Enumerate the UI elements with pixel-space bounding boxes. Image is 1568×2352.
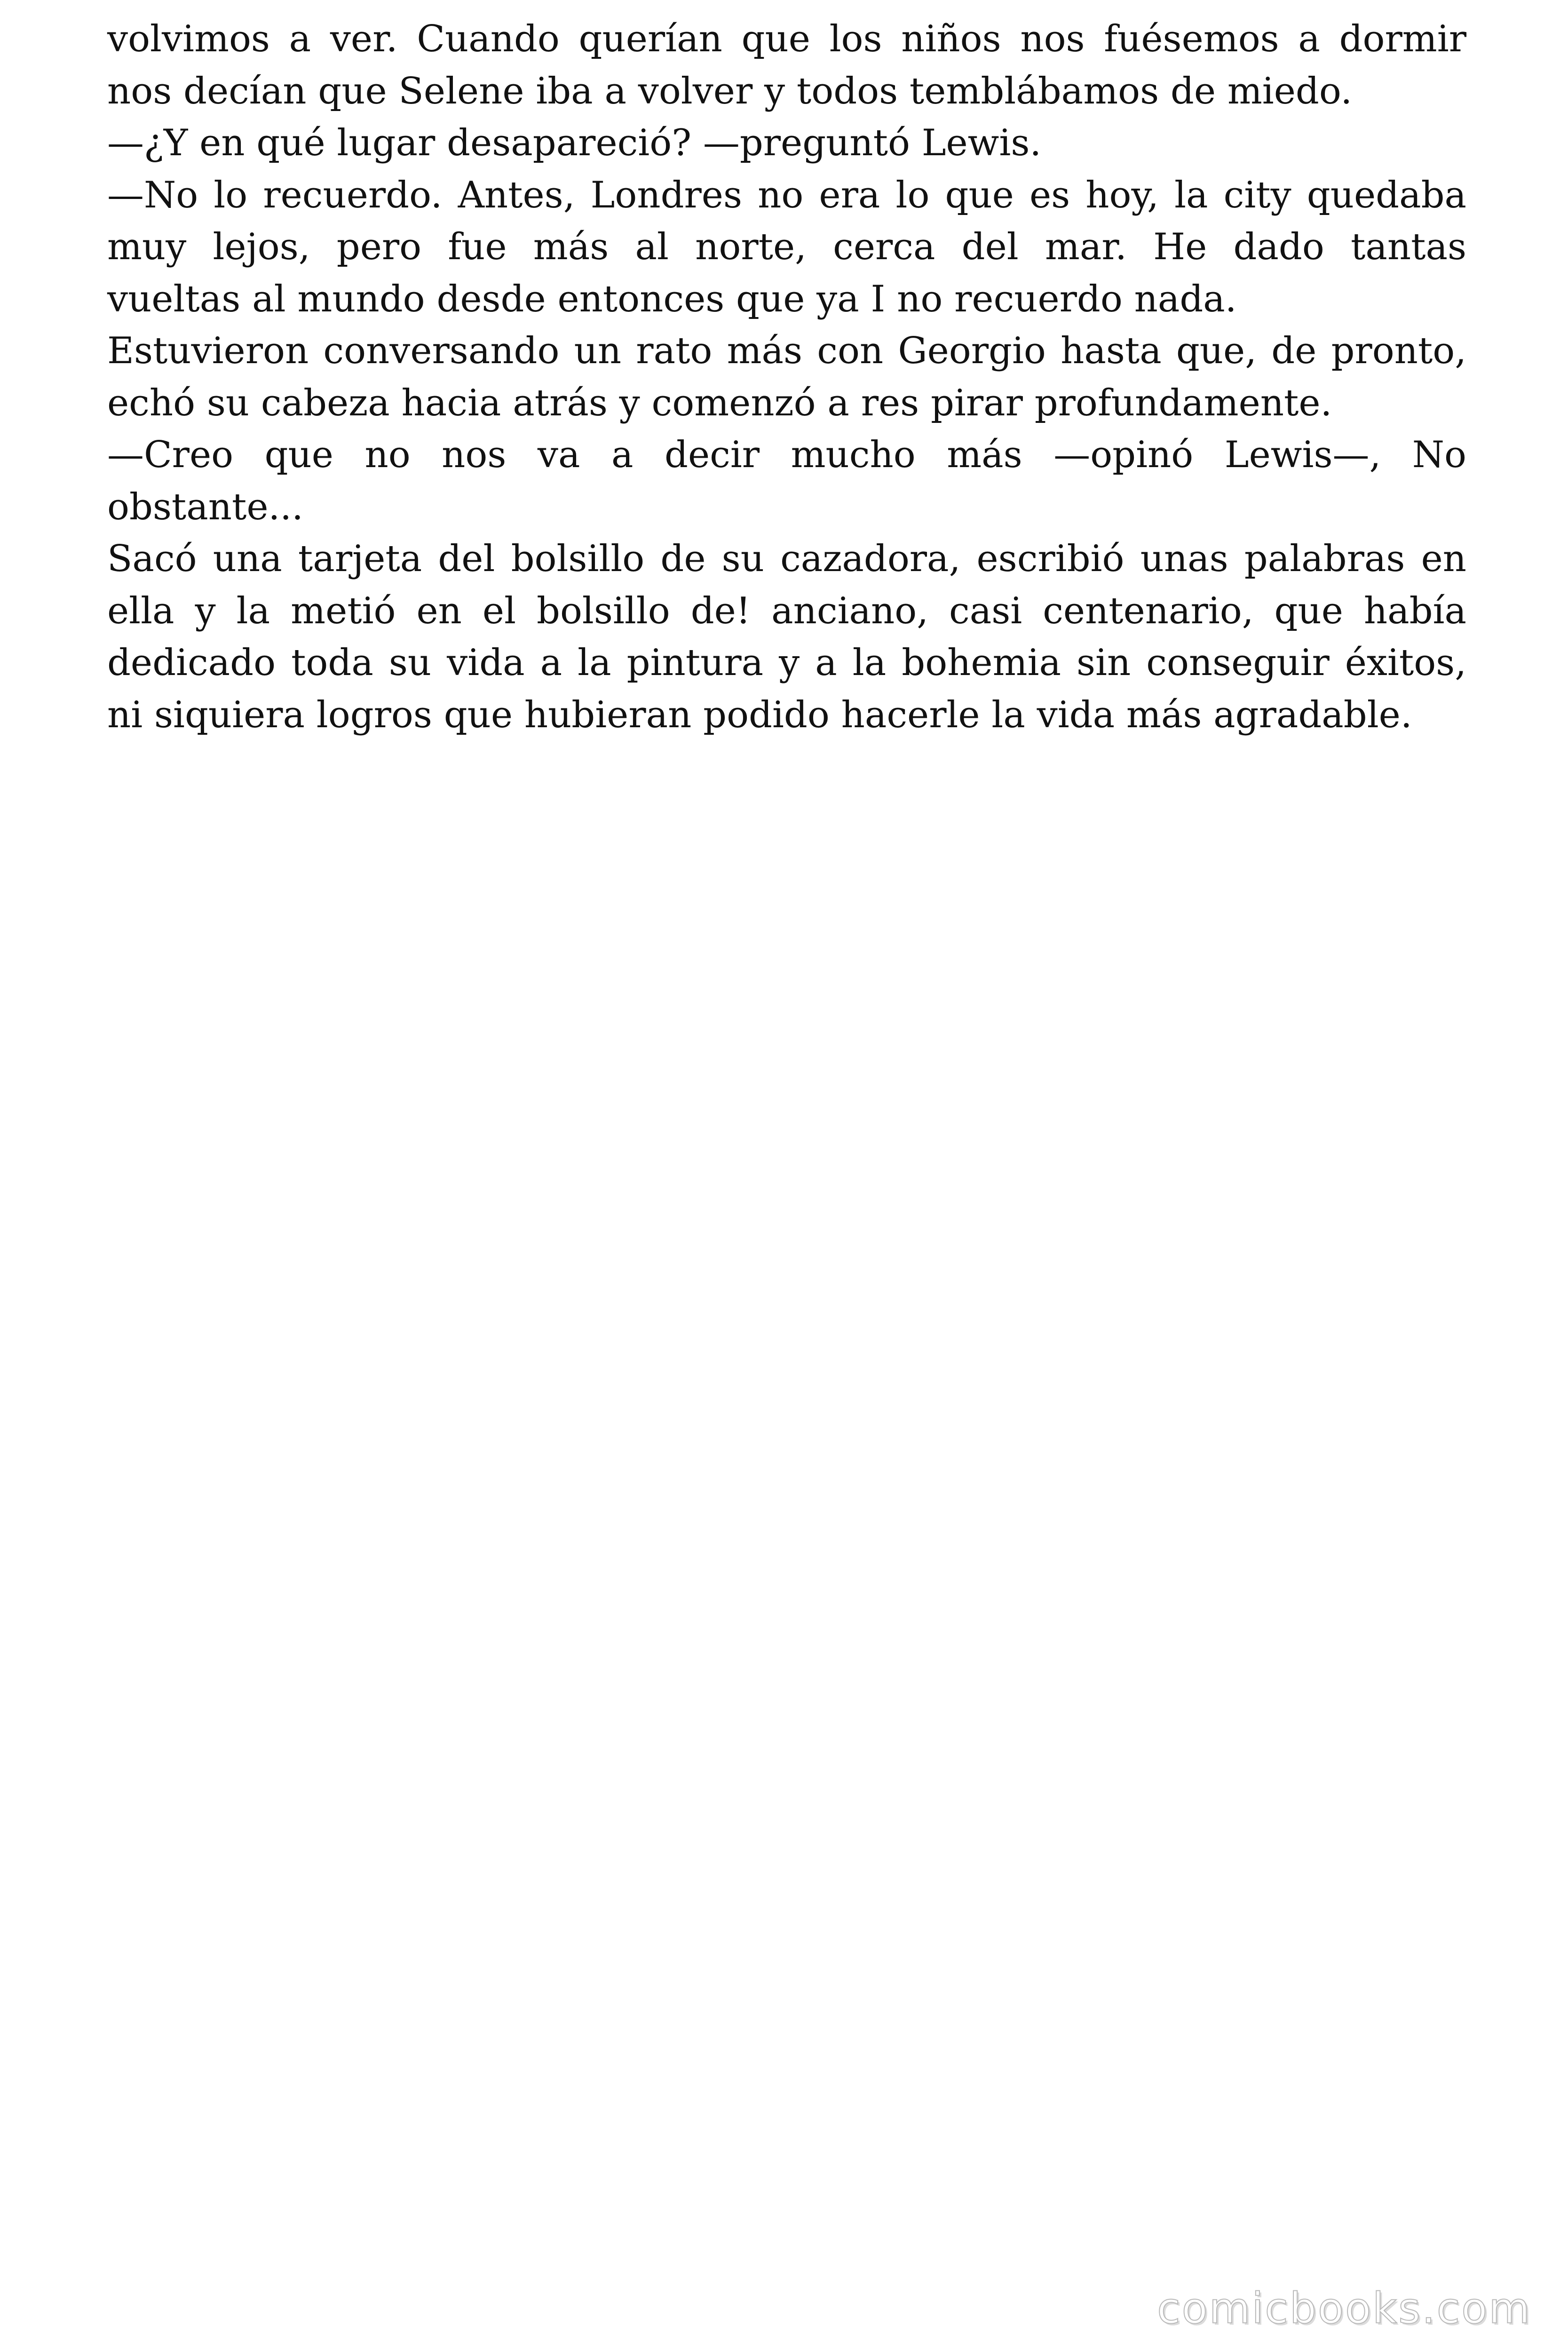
text-line: dedicado toda su vida a la pintura y a la bohemia sin conseguir éxitos, — [107, 642, 1466, 684]
text-line: Sacó una tarjeta del bolsillo de su cazadora, escribió unas palabras en — [107, 538, 1466, 580]
text-line: obstante... — [107, 485, 303, 528]
text-line: volvimos a ver. Cuando querían que los niños nos fuésemos a dormir — [107, 18, 1466, 60]
text-line: —¿Y en qué lugar desapareció? —preguntó Lewis. — [107, 122, 1042, 164]
text-line: Estuvieron conversando un rato más con Georgio hasta que, de pronto, — [107, 330, 1466, 372]
text-line: vueltas al mundo desde entonces que ya I no recuerdo nada. — [107, 278, 1237, 320]
text-line: nos decían que Selene iba a volver y todos temblábamos de miedo. — [107, 70, 1353, 112]
body-text — [107, 13, 1466, 741]
text-line: echó su cabeza hacia atrás y comenzó a res pirar profundamente. — [107, 381, 1332, 424]
text-line: —Creo que no nos va a decir mucho más —opinó Lewis—, No — [107, 434, 1466, 476]
text-line: muy lejos, pero fue más al norte, cerca del mar. He dado tantas — [107, 226, 1466, 268]
text-line: —No lo recuerdo. Antes, Londres no era lo que es hoy, la city quedaba — [107, 174, 1466, 216]
text-line: ni siquiera logros que hubieran podido hacerle la vida más agradable. — [107, 693, 1412, 736]
text-line: ella y la metió en el bolsillo de! anciano, casi centenario, que había — [107, 589, 1466, 632]
watermark: comicbooks.com — [1157, 2284, 1531, 2333]
